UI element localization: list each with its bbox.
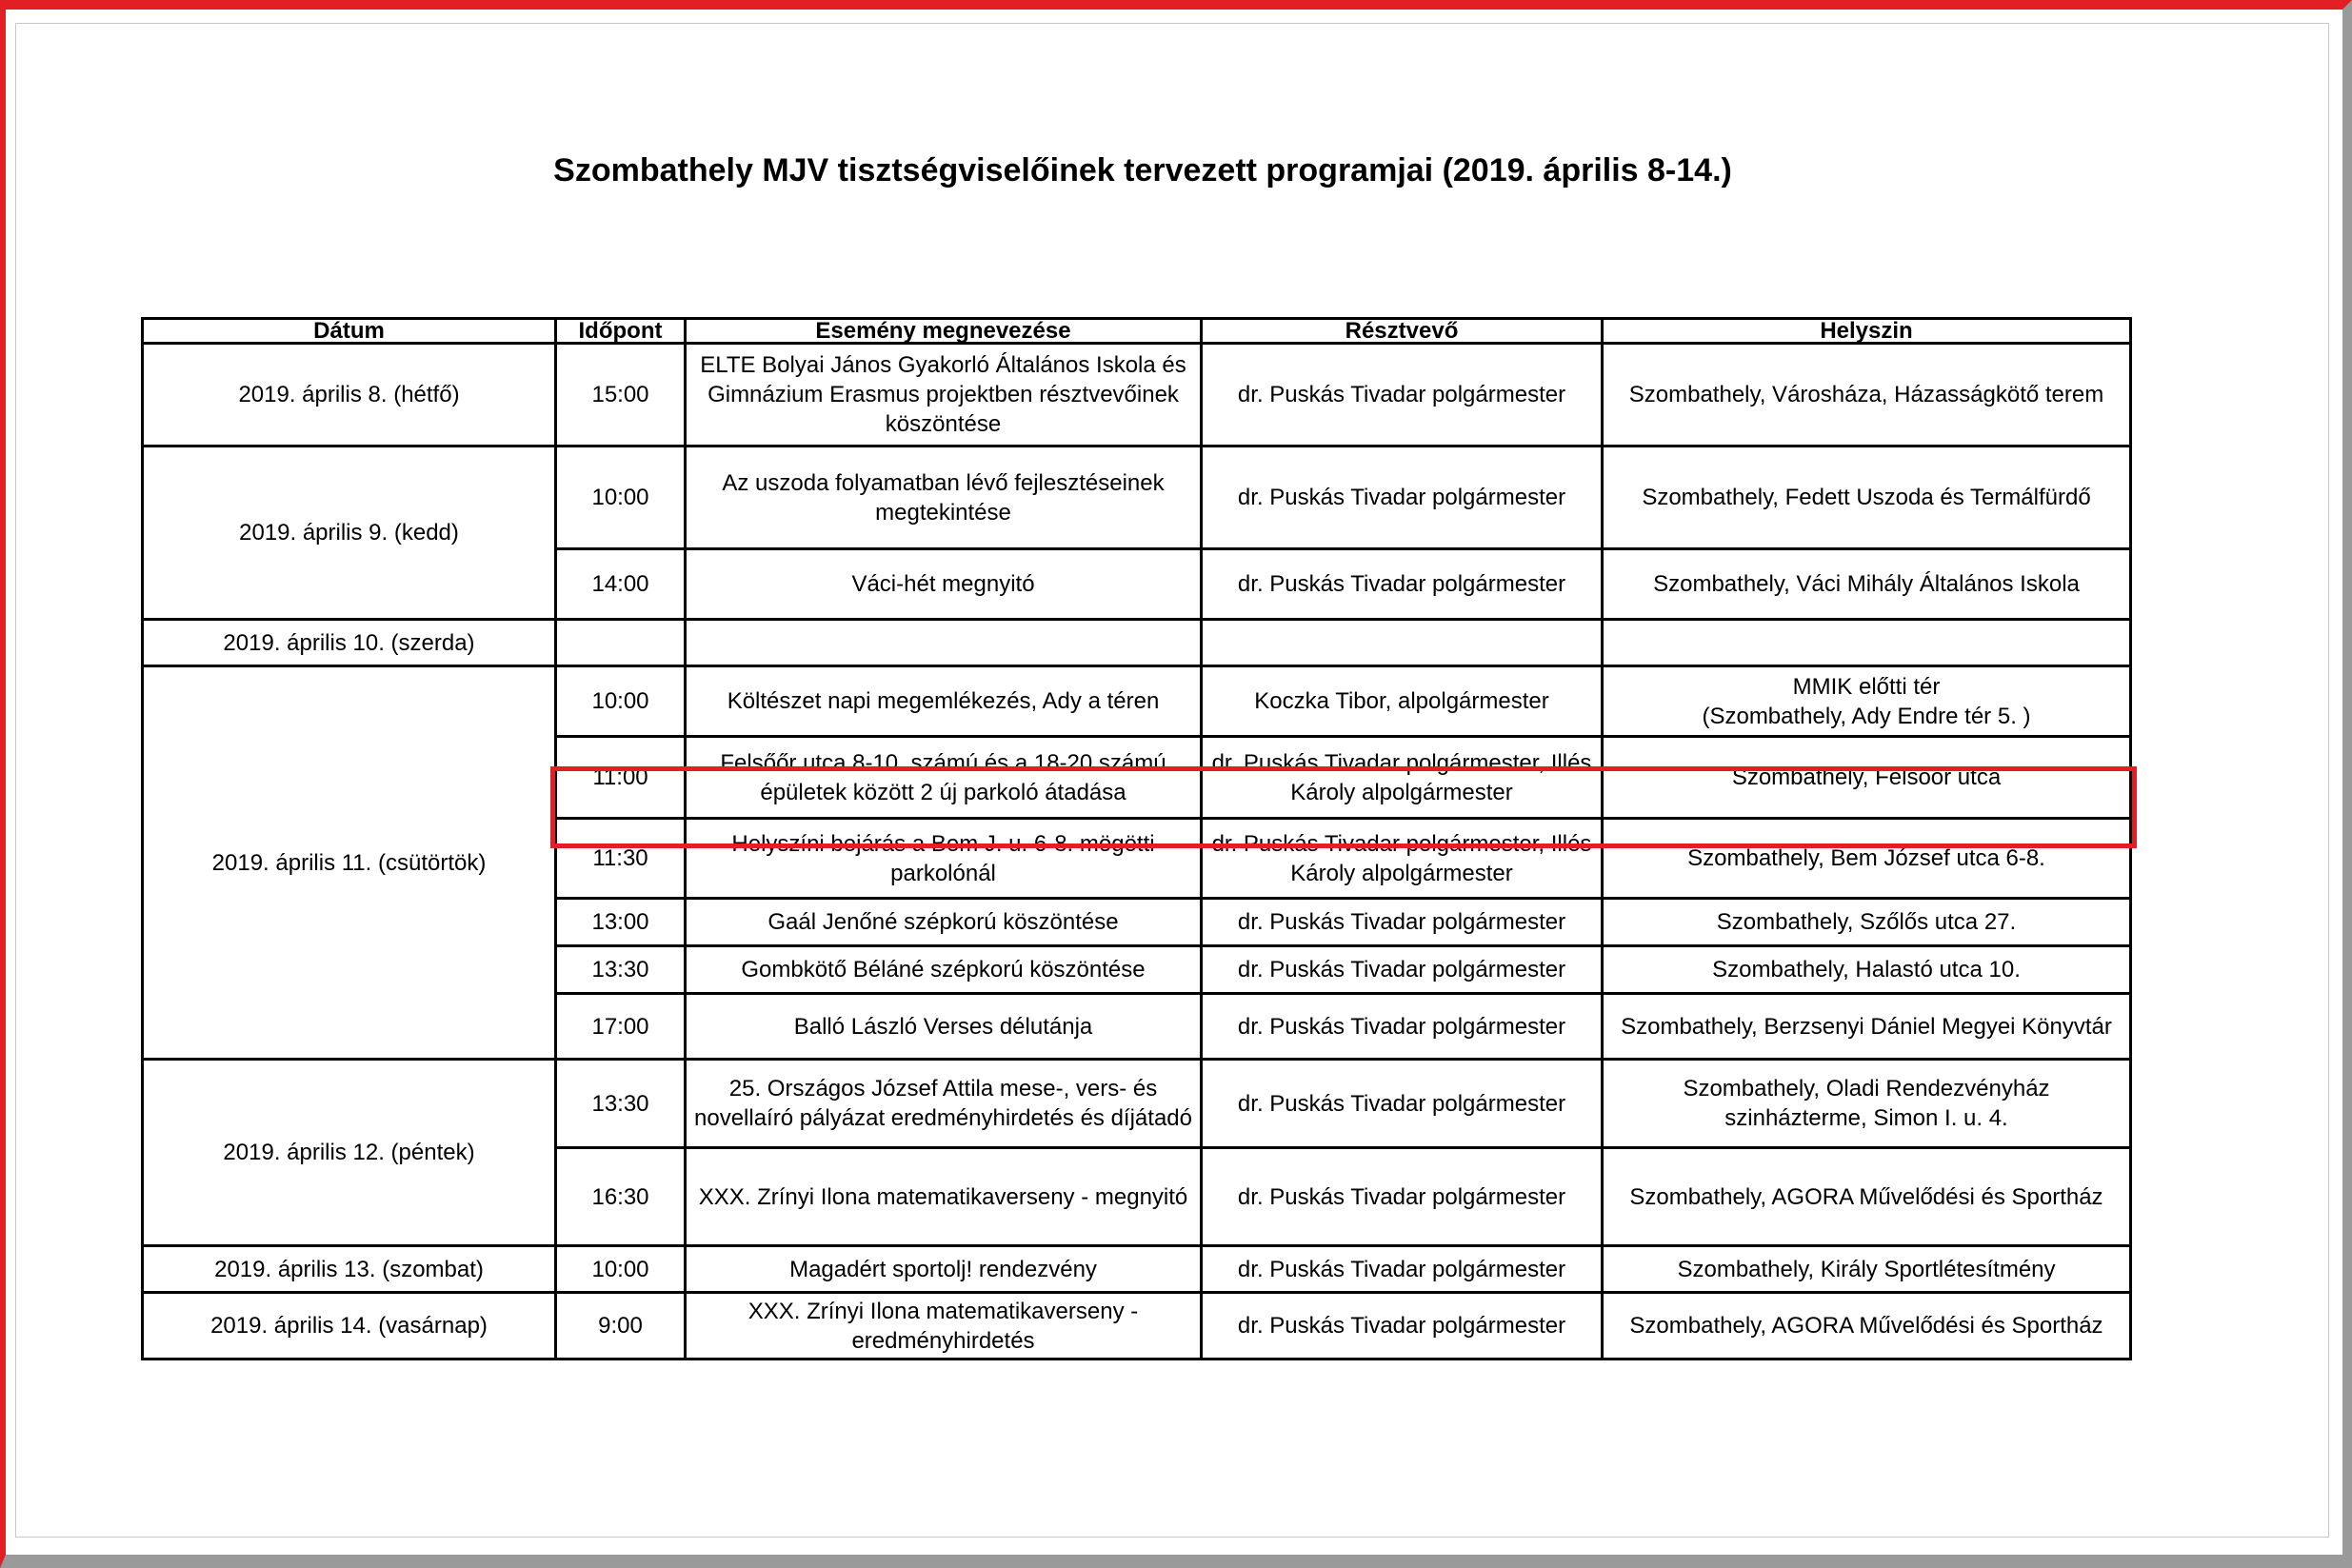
schedule-row: [143, 344, 2131, 447]
cell-event: Költészet napi megemlékezés, Ady a téren: [686, 666, 1202, 737]
cell-date: 2019. április 13. (szombat): [143, 1246, 556, 1293]
cell-time: 10:00: [556, 666, 686, 737]
cell-participant: Koczka Tibor, alpolgármester: [1202, 666, 1603, 737]
cell-location: Szombathely, Városháza, Házasságkötő terem: [1603, 344, 2131, 447]
cell-location: [1603, 620, 2131, 666]
cell-event: Magadért sportolj! rendezvény: [686, 1246, 1202, 1293]
cell-event: Váci-hét megnyitó: [686, 549, 1202, 620]
cell-time: [556, 620, 686, 666]
header-row: [143, 319, 2131, 344]
cell-time: 13:00: [556, 899, 686, 946]
cell-date: 2019. április 14. (vasárnap): [143, 1293, 556, 1360]
cell-participant: dr. Puskás Tivadar polgármester: [1202, 899, 1603, 946]
highlight-box: [550, 766, 2137, 848]
cell-participant: dr. Puskás Tivadar polgármester, Illés Károly alpolgármester: [1202, 819, 1603, 899]
cell-time: 15:00: [556, 344, 686, 447]
cell-participant: dr. Puskás Tivadar polgármester: [1202, 549, 1603, 620]
cell-location: Szombathely, Fedett Uszoda és Termálfürdő: [1603, 447, 2131, 549]
header-participant: Résztvevő: [1202, 319, 1603, 344]
cell-event: XXX. Zrínyi Ilona matematikaverseny - eredményhirdetés: [686, 1293, 1202, 1360]
cell-location: Szombathely, Szőlős utca 27.: [1603, 899, 2131, 946]
cell-participant: dr. Puskás Tivadar polgármester: [1202, 946, 1603, 994]
cell-event: Felsőőr utca 8-10. számú és a 18-20 számú épületek között 2 új parkoló átadása: [686, 737, 1202, 819]
cell-event: Az uszoda folyamatban lévő fejlesztéseinek megtekintése: [686, 447, 1202, 549]
cell-time: 16:30: [556, 1148, 686, 1246]
cell-location: Szombathely, Bem József utca 6-8.: [1603, 819, 2131, 899]
cell-event: Gombkötő Béláné szépkorú köszöntése: [686, 946, 1202, 994]
cell-date: 2019. április 10. (szerda): [143, 620, 556, 666]
cell-event: 25. Országos József Attila mese-, vers- és novellaíró pályázat eredményhirdetés és díjátadó: [686, 1060, 1202, 1148]
cell-event: XXX. Zrínyi Ilona matematikaverseny - megnyitó: [686, 1148, 1202, 1246]
cell-event: Helyszíni bejárás a Bem J. u. 6-8. mögötti parkolónál: [686, 819, 1202, 899]
header-location: Helyszin: [1603, 319, 2131, 344]
cell-date: 2019. április 9. (kedd): [143, 447, 556, 620]
cell-location: Szombathely, Váci Mihály Általános Iskola: [1603, 549, 2131, 620]
cell-location: Szombathely, Király Sportlétesítmény: [1603, 1246, 2131, 1293]
cell-time: 13:30: [556, 1060, 686, 1148]
cell-location: MMIK előtti tér (Szombathely, Ady Endre tér 5. ): [1603, 666, 2131, 737]
cell-participant: dr. Puskás Tivadar polgármester: [1202, 994, 1603, 1060]
cell-participant: dr. Puskás Tivadar polgármester: [1202, 1293, 1603, 1360]
cell-date: 2019. április 8. (hétfő): [143, 344, 556, 447]
cell-time: 10:00: [556, 447, 686, 549]
cell-event: Gaál Jenőné szépkorú köszöntése: [686, 899, 1202, 946]
cell-time: 13:30: [556, 946, 686, 994]
cell-time: 14:00: [556, 549, 686, 620]
schedule-row: [143, 1293, 2131, 1360]
header-event: Esemény megnevezése: [686, 319, 1202, 344]
cell-time: 11:00: [556, 737, 686, 819]
cell-event: Balló László Verses délutánja: [686, 994, 1202, 1060]
cell-participant: dr. Puskás Tivadar polgármester: [1202, 1148, 1603, 1246]
schedule-row: [143, 620, 2131, 666]
cell-participant: dr. Puskás Tivadar polgármester: [1202, 447, 1603, 549]
cell-participant: dr. Puskás Tivadar polgármester: [1202, 1246, 1603, 1293]
schedule-body: [143, 344, 2131, 1360]
schedule-row: [143, 1060, 2131, 1148]
schedule-row: [143, 447, 2131, 549]
cell-participant: dr. Puskás Tivadar polgármester: [1202, 344, 1603, 447]
header-time: Időpont: [556, 319, 686, 344]
cell-time: 9:00: [556, 1293, 686, 1360]
cell-participant: [1202, 620, 1603, 666]
schedule-row: [143, 1246, 2131, 1293]
cell-location: Szombathely, Halastó utca 10.: [1603, 946, 2131, 994]
cell-location: Szombathely, Felsőőr utca: [1603, 737, 2131, 819]
cell-time: 17:00: [556, 994, 686, 1060]
cell-location: Szombathely, Oladi Rendezvényház szinházterme, Simon I. u. 4.: [1603, 1060, 2131, 1148]
cell-participant: dr. Puskás Tivadar polgármester: [1202, 1060, 1603, 1148]
document-title: Szombathely MJV tisztségviselőinek tervezett programjai (2019. április 8-14.): [553, 152, 1732, 189]
cell-location: Szombathely, Berzsenyi Dániel Megyei Könyvtár: [1603, 994, 2131, 1060]
cell-date: 2019. április 11. (csütörtök): [143, 666, 556, 1060]
cell-participant: dr. Puskás Tivadar polgármester, Illés Károly alpolgármester: [1202, 737, 1603, 819]
cell-event: ELTE Bolyai János Gyakorló Általános Iskola és Gimnázium Erasmus projektben résztvevőinek köszöntése: [686, 344, 1202, 447]
cell-time: 10:00: [556, 1246, 686, 1293]
cell-event: [686, 620, 1202, 666]
header-date: Dátum: [143, 319, 556, 344]
cell-location: Szombathely, AGORA Művelődési és Sportház: [1603, 1293, 2131, 1360]
cell-location: Szombathely, AGORA Művelődési és Sportház: [1603, 1148, 2131, 1246]
schedule-row: [143, 666, 2131, 737]
cell-time: 11:30: [556, 819, 686, 899]
cell-date: 2019. április 12. (péntek): [143, 1060, 556, 1246]
